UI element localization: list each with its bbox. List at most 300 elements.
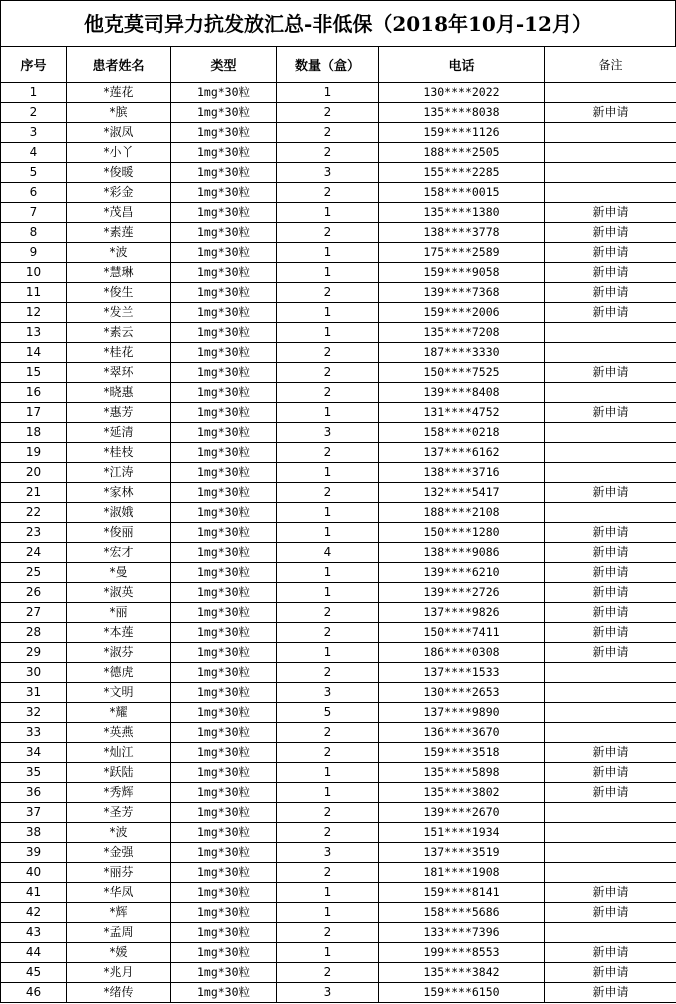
cell-phone: 132****5417 [379, 483, 545, 503]
cell-quantity: 1 [277, 523, 379, 543]
cell-note: 新申请 [545, 963, 676, 983]
cell-type: 1mg*30粒 [171, 303, 277, 323]
table-row [1, 723, 676, 743]
table-row [1, 523, 676, 543]
cell-type: 1mg*30粒 [171, 523, 277, 543]
cell-note: 新申请 [545, 203, 676, 223]
table-row [1, 183, 676, 203]
cell-quantity: 2 [277, 343, 379, 363]
cell-phone: 139****2726 [379, 583, 545, 603]
cell-phone: 159****6150 [379, 983, 545, 1003]
cell-type: 1mg*30粒 [171, 683, 277, 703]
cell-patient-name: *延清 [67, 423, 171, 443]
cell-quantity: 2 [277, 183, 379, 203]
table-row [1, 403, 676, 423]
cell-type: 1mg*30粒 [171, 143, 277, 163]
cell-patient-name: *莲花 [67, 83, 171, 103]
cell-type: 1mg*30粒 [171, 343, 277, 363]
cell-quantity: 2 [277, 863, 379, 883]
cell-quantity: 1 [277, 263, 379, 283]
cell-type: 1mg*30粒 [171, 943, 277, 963]
cell-patient-name: *灿江 [67, 743, 171, 763]
table-row [1, 663, 676, 683]
table-row [1, 103, 676, 123]
cell-phone: 137****1533 [379, 663, 545, 683]
cell-quantity: 1 [277, 203, 379, 223]
table-row [1, 423, 676, 443]
cell-note [545, 83, 676, 103]
cell-note [545, 683, 676, 703]
cell-quantity: 2 [277, 143, 379, 163]
cell-phone: 158****0015 [379, 183, 545, 203]
cell-patient-name: *波 [67, 243, 171, 263]
cell-type: 1mg*30粒 [171, 963, 277, 983]
cell-quantity: 2 [277, 123, 379, 143]
cell-index: 7 [1, 203, 67, 223]
cell-quantity: 1 [277, 503, 379, 523]
cell-note [545, 183, 676, 203]
cell-patient-name: *桂花 [67, 343, 171, 363]
cell-note [545, 163, 676, 183]
cell-patient-name: *俊暖 [67, 163, 171, 183]
cell-type: 1mg*30粒 [171, 323, 277, 343]
cell-note [545, 443, 676, 463]
table-row [1, 623, 676, 643]
cell-type: 1mg*30粒 [171, 923, 277, 943]
table-row [1, 343, 676, 363]
cell-type: 1mg*30粒 [171, 203, 277, 223]
table-row [1, 743, 676, 763]
cell-note [545, 843, 676, 863]
cell-type: 1mg*30粒 [171, 803, 277, 823]
cell-phone: 138****3716 [379, 463, 545, 483]
table-row [1, 863, 676, 883]
cell-phone: 150****1280 [379, 523, 545, 543]
cell-index: 5 [1, 163, 67, 183]
header-phone: 电话 [379, 47, 545, 83]
cell-type: 1mg*30粒 [171, 103, 277, 123]
cell-patient-name: *俊生 [67, 283, 171, 303]
cell-phone: 159****3518 [379, 743, 545, 763]
cell-patient-name: *惠芳 [67, 403, 171, 423]
cell-note: 新申请 [545, 563, 676, 583]
cell-type: 1mg*30粒 [171, 563, 277, 583]
cell-index: 25 [1, 563, 67, 583]
cell-note: 新申请 [545, 103, 676, 123]
cell-note [545, 143, 676, 163]
header-type: 类型 [171, 47, 277, 83]
cell-note [545, 863, 676, 883]
table-row [1, 843, 676, 863]
table-row [1, 363, 676, 383]
cell-phone: 159****2006 [379, 303, 545, 323]
cell-phone: 138****3778 [379, 223, 545, 243]
cell-patient-name: *茂昌 [67, 203, 171, 223]
cell-patient-name: *曼 [67, 563, 171, 583]
cell-patient-name: *慧琳 [67, 263, 171, 283]
cell-phone: 139****6210 [379, 563, 545, 583]
cell-quantity: 1 [277, 243, 379, 263]
cell-index: 24 [1, 543, 67, 563]
cell-patient-name: *金强 [67, 843, 171, 863]
cell-phone: 138****9086 [379, 543, 545, 563]
cell-patient-name: *孟周 [67, 923, 171, 943]
cell-patient-name: *本莲 [67, 623, 171, 643]
cell-note: 新申请 [545, 643, 676, 663]
cell-patient-name: *膑 [67, 103, 171, 123]
cell-patient-name: *俊丽 [67, 523, 171, 543]
table-body [1, 83, 676, 1003]
cell-quantity: 1 [277, 303, 379, 323]
cell-phone: 135****5898 [379, 763, 545, 783]
cell-type: 1mg*30粒 [171, 383, 277, 403]
cell-patient-name: *英燕 [67, 723, 171, 743]
cell-quantity: 1 [277, 883, 379, 903]
cell-index: 29 [1, 643, 67, 663]
cell-patient-name: *丽 [67, 603, 171, 623]
table-row [1, 143, 676, 163]
header-quantity: 数量（盒） [277, 47, 379, 83]
cell-index: 11 [1, 283, 67, 303]
cell-phone: 159****9058 [379, 263, 545, 283]
cell-type: 1mg*30粒 [171, 503, 277, 523]
cell-type: 1mg*30粒 [171, 623, 277, 643]
cell-patient-name: *波 [67, 823, 171, 843]
cell-index: 8 [1, 223, 67, 243]
cell-type: 1mg*30粒 [171, 463, 277, 483]
cell-phone: 187****3330 [379, 343, 545, 363]
cell-quantity: 1 [277, 903, 379, 923]
cell-note [545, 123, 676, 143]
cell-quantity: 1 [277, 463, 379, 483]
cell-type: 1mg*30粒 [171, 263, 277, 283]
cell-note: 新申请 [545, 783, 676, 803]
cell-index: 36 [1, 783, 67, 803]
cell-type: 1mg*30粒 [171, 843, 277, 863]
cell-note: 新申请 [545, 903, 676, 923]
cell-phone: 175****2589 [379, 243, 545, 263]
cell-index: 39 [1, 843, 67, 863]
table-row [1, 463, 676, 483]
cell-phone: 135****3802 [379, 783, 545, 803]
cell-type: 1mg*30粒 [171, 403, 277, 423]
cell-type: 1mg*30粒 [171, 583, 277, 603]
cell-patient-name: *淑娥 [67, 503, 171, 523]
cell-note: 新申请 [545, 543, 676, 563]
table-row [1, 823, 676, 843]
cell-index: 10 [1, 263, 67, 283]
cell-index: 38 [1, 823, 67, 843]
table-row [1, 763, 676, 783]
cell-type: 1mg*30粒 [171, 363, 277, 383]
cell-patient-name: *跃陆 [67, 763, 171, 783]
table-row [1, 923, 676, 943]
cell-quantity: 3 [277, 163, 379, 183]
cell-index: 2 [1, 103, 67, 123]
cell-note: 新申请 [545, 403, 676, 423]
cell-quantity: 2 [277, 443, 379, 463]
cell-phone: 139****7368 [379, 283, 545, 303]
cell-index: 12 [1, 303, 67, 323]
table-row [1, 943, 676, 963]
table-row [1, 123, 676, 143]
cell-note: 新申请 [545, 303, 676, 323]
cell-note [545, 503, 676, 523]
cell-patient-name: *媛 [67, 943, 171, 963]
cell-quantity: 2 [277, 223, 379, 243]
cell-note: 新申请 [545, 483, 676, 503]
cell-patient-name: *素莲 [67, 223, 171, 243]
table-row [1, 483, 676, 503]
cell-note: 新申请 [545, 763, 676, 783]
table-row [1, 263, 676, 283]
header-index: 序号 [1, 47, 67, 83]
cell-quantity: 2 [277, 363, 379, 383]
cell-phone: 130****2653 [379, 683, 545, 703]
cell-phone: 139****8408 [379, 383, 545, 403]
cell-note: 新申请 [545, 883, 676, 903]
cell-patient-name: *晓惠 [67, 383, 171, 403]
cell-index: 31 [1, 683, 67, 703]
table-row [1, 243, 676, 263]
cell-index: 45 [1, 963, 67, 983]
header-note: 备注 [545, 47, 676, 83]
cell-index: 15 [1, 363, 67, 383]
table-row [1, 643, 676, 663]
cell-type: 1mg*30粒 [171, 763, 277, 783]
cell-quantity: 2 [277, 483, 379, 503]
cell-note [545, 423, 676, 443]
cell-phone: 158****5686 [379, 903, 545, 923]
cell-index: 14 [1, 343, 67, 363]
cell-quantity: 3 [277, 683, 379, 703]
cell-patient-name: *小丫 [67, 143, 171, 163]
cell-phone: 130****2022 [379, 83, 545, 103]
table-row [1, 223, 676, 243]
cell-quantity: 2 [277, 743, 379, 763]
cell-note: 新申请 [545, 943, 676, 963]
cell-type: 1mg*30粒 [171, 783, 277, 803]
cell-index: 41 [1, 883, 67, 903]
cell-note [545, 723, 676, 743]
cell-phone: 181****1908 [379, 863, 545, 883]
cell-type: 1mg*30粒 [171, 663, 277, 683]
cell-patient-name: *发兰 [67, 303, 171, 323]
cell-phone: 135****7208 [379, 323, 545, 343]
cell-index: 26 [1, 583, 67, 603]
sheet-title: 他克莫司异力抗发放汇总-非低保（2018年10月-12月） [0, 0, 676, 46]
cell-phone: 188****2505 [379, 143, 545, 163]
cell-phone: 188****2108 [379, 503, 545, 523]
cell-index: 23 [1, 523, 67, 543]
cell-phone: 159****8141 [379, 883, 545, 903]
cell-note: 新申请 [545, 623, 676, 643]
cell-note: 新申请 [545, 363, 676, 383]
cell-quantity: 2 [277, 663, 379, 683]
cell-type: 1mg*30粒 [171, 743, 277, 763]
cell-index: 46 [1, 983, 67, 1003]
cell-patient-name: *辉 [67, 903, 171, 923]
cell-patient-name: *丽芬 [67, 863, 171, 883]
cell-index: 27 [1, 603, 67, 623]
cell-note [545, 803, 676, 823]
table-row [1, 563, 676, 583]
cell-note [545, 823, 676, 843]
cell-phone: 137****9890 [379, 703, 545, 723]
cell-phone: 135****1380 [379, 203, 545, 223]
cell-note: 新申请 [545, 283, 676, 303]
cell-phone: 135****8038 [379, 103, 545, 123]
cell-index: 22 [1, 503, 67, 523]
table-row [1, 803, 676, 823]
cell-index: 1 [1, 83, 67, 103]
cell-index: 33 [1, 723, 67, 743]
cell-type: 1mg*30粒 [171, 863, 277, 883]
cell-quantity: 5 [277, 703, 379, 723]
cell-patient-name: *淑凤 [67, 123, 171, 143]
cell-type: 1mg*30粒 [171, 243, 277, 263]
cell-patient-name: *桂枝 [67, 443, 171, 463]
table-row [1, 783, 676, 803]
cell-type: 1mg*30粒 [171, 183, 277, 203]
table-row [1, 283, 676, 303]
cell-phone: 136****3670 [379, 723, 545, 743]
cell-quantity: 3 [277, 843, 379, 863]
cell-index: 3 [1, 123, 67, 143]
cell-index: 13 [1, 323, 67, 343]
cell-quantity: 2 [277, 383, 379, 403]
cell-type: 1mg*30粒 [171, 823, 277, 843]
table-row [1, 583, 676, 603]
cell-patient-name: *翠环 [67, 363, 171, 383]
cell-note: 新申请 [545, 243, 676, 263]
cell-index: 30 [1, 663, 67, 683]
cell-quantity: 2 [277, 823, 379, 843]
cell-type: 1mg*30粒 [171, 703, 277, 723]
cell-index: 18 [1, 423, 67, 443]
cell-index: 9 [1, 243, 67, 263]
cell-note [545, 343, 676, 363]
cell-index: 43 [1, 923, 67, 943]
cell-patient-name: *兆月 [67, 963, 171, 983]
cell-note [545, 703, 676, 723]
cell-quantity: 1 [277, 763, 379, 783]
cell-quantity: 2 [277, 803, 379, 823]
cell-phone: 137****3519 [379, 843, 545, 863]
cell-type: 1mg*30粒 [171, 903, 277, 923]
distribution-table [0, 46, 676, 1003]
cell-index: 16 [1, 383, 67, 403]
cell-type: 1mg*30粒 [171, 283, 277, 303]
table-row [1, 903, 676, 923]
cell-quantity: 1 [277, 83, 379, 103]
cell-type: 1mg*30粒 [171, 123, 277, 143]
cell-type: 1mg*30粒 [171, 223, 277, 243]
cell-phone: 151****1934 [379, 823, 545, 843]
cell-type: 1mg*30粒 [171, 443, 277, 463]
cell-quantity: 2 [277, 923, 379, 943]
cell-phone: 137****9826 [379, 603, 545, 623]
cell-type: 1mg*30粒 [171, 423, 277, 443]
cell-type: 1mg*30粒 [171, 723, 277, 743]
cell-type: 1mg*30粒 [171, 163, 277, 183]
cell-quantity: 2 [277, 603, 379, 623]
table-row [1, 983, 676, 1003]
cell-patient-name: *绪传 [67, 983, 171, 1003]
cell-quantity: 1 [277, 563, 379, 583]
cell-patient-name: *文明 [67, 683, 171, 703]
table-row [1, 963, 676, 983]
header-name: 患者姓名 [67, 47, 171, 83]
table-row [1, 323, 676, 343]
table-row [1, 543, 676, 563]
cell-index: 6 [1, 183, 67, 203]
cell-quantity: 3 [277, 983, 379, 1003]
cell-patient-name: *江涛 [67, 463, 171, 483]
header-row [1, 47, 676, 83]
cell-phone: 159****1126 [379, 123, 545, 143]
cell-phone: 133****7396 [379, 923, 545, 943]
cell-index: 28 [1, 623, 67, 643]
cell-note: 新申请 [545, 743, 676, 763]
cell-phone: 155****2285 [379, 163, 545, 183]
cell-patient-name: *华凤 [67, 883, 171, 903]
cell-note [545, 663, 676, 683]
cell-type: 1mg*30粒 [171, 983, 277, 1003]
cell-quantity: 1 [277, 583, 379, 603]
cell-quantity: 2 [277, 963, 379, 983]
cell-patient-name: *淑英 [67, 583, 171, 603]
cell-quantity: 2 [277, 283, 379, 303]
cell-patient-name: *圣芳 [67, 803, 171, 823]
cell-patient-name: *淑芬 [67, 643, 171, 663]
cell-quantity: 2 [277, 723, 379, 743]
cell-note [545, 923, 676, 943]
table-row [1, 603, 676, 623]
table-row [1, 203, 676, 223]
cell-type: 1mg*30粒 [171, 883, 277, 903]
cell-patient-name: *德虎 [67, 663, 171, 683]
cell-patient-name: *家林 [67, 483, 171, 503]
cell-phone: 135****3842 [379, 963, 545, 983]
cell-patient-name: *秀辉 [67, 783, 171, 803]
cell-quantity: 4 [277, 543, 379, 563]
cell-note [545, 383, 676, 403]
cell-type: 1mg*30粒 [171, 483, 277, 503]
cell-note: 新申请 [545, 223, 676, 243]
cell-patient-name: *宏才 [67, 543, 171, 563]
cell-quantity: 1 [277, 323, 379, 343]
cell-phone: 131****4752 [379, 403, 545, 423]
cell-phone: 139****2670 [379, 803, 545, 823]
cell-quantity: 1 [277, 783, 379, 803]
table-row [1, 703, 676, 723]
cell-phone: 158****0218 [379, 423, 545, 443]
cell-index: 21 [1, 483, 67, 503]
table-row [1, 443, 676, 463]
cell-quantity: 2 [277, 103, 379, 123]
cell-patient-name: *彩金 [67, 183, 171, 203]
cell-type: 1mg*30粒 [171, 83, 277, 103]
cell-quantity: 1 [277, 643, 379, 663]
cell-index: 20 [1, 463, 67, 483]
cell-quantity: 3 [277, 423, 379, 443]
cell-index: 17 [1, 403, 67, 423]
cell-index: 35 [1, 763, 67, 783]
cell-type: 1mg*30粒 [171, 543, 277, 563]
cell-note [545, 323, 676, 343]
cell-quantity: 1 [277, 943, 379, 963]
